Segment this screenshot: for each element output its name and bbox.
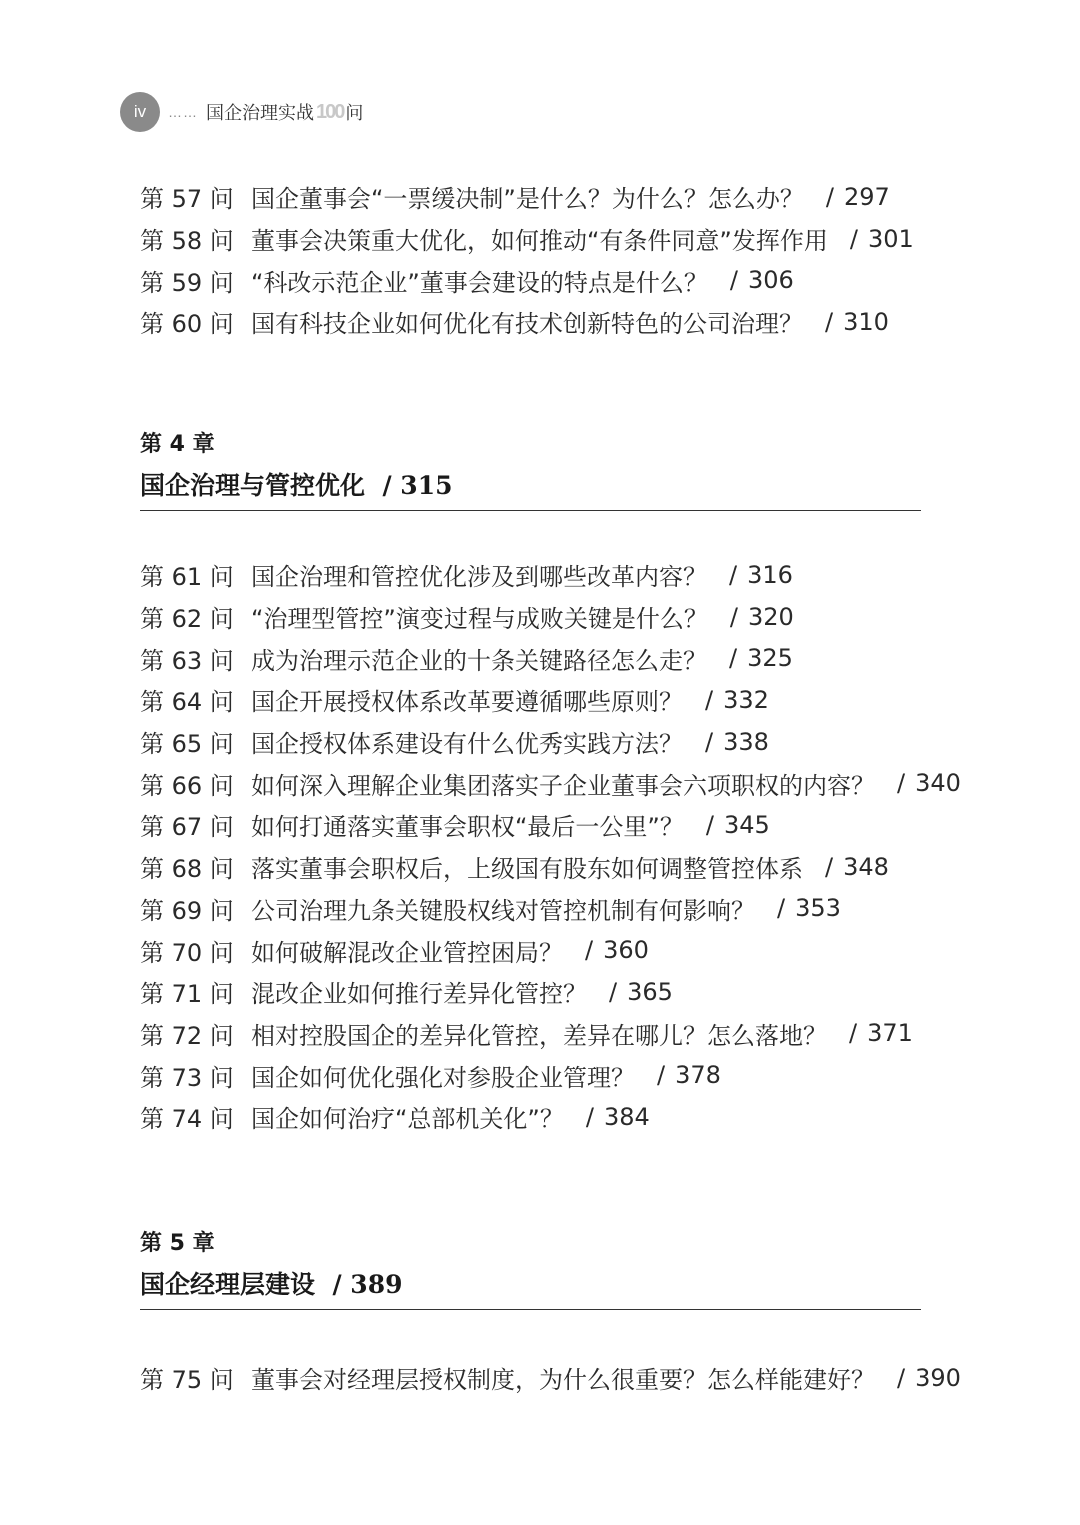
page-separator: /	[849, 224, 858, 253]
chapter-divider	[140, 510, 921, 511]
question-title: 如何打通落实董事会职权“最后一公里”？	[251, 813, 684, 842]
book-title	[206, 99, 363, 125]
page-separator: /	[705, 727, 714, 756]
page-ref: 390	[915, 1363, 961, 1392]
page-separator: /	[729, 266, 738, 295]
toc-entry[interactable]	[140, 218, 914, 260]
question-number: 第 67 问	[140, 813, 234, 842]
toc-list-chapter5	[140, 1357, 961, 1399]
question-number: 第 75 问	[140, 1366, 234, 1395]
toc-entry[interactable]	[140, 679, 961, 721]
chapter-label: 第 4 章	[140, 432, 215, 457]
toc-entry[interactable]	[140, 259, 914, 301]
page-separator: /	[897, 769, 906, 798]
toc-entry[interactable]	[140, 971, 961, 1013]
question-number: 第 70 问	[140, 938, 234, 967]
question-title: 国企如何优化强化对参股企业管理？	[251, 1063, 635, 1092]
chapter-5-heading[interactable]	[140, 1229, 921, 1310]
question-number: 第 57 问	[140, 185, 234, 214]
toc-entry[interactable]	[140, 721, 961, 763]
page-ref: 316	[747, 560, 793, 589]
toc-entry[interactable]	[140, 762, 961, 804]
toc-entry[interactable]	[140, 804, 961, 846]
page-ref: 338	[723, 727, 769, 756]
question-title: “科改示范企业”董事会建设的特点是什么？	[251, 268, 708, 297]
toc-entry[interactable]	[140, 929, 961, 971]
toc-entry[interactable]	[140, 637, 961, 679]
page-separator: /	[777, 894, 786, 923]
question-number: 第 63 问	[140, 646, 234, 675]
chapter-page-ref: 315	[400, 471, 453, 500]
page-separator: /	[585, 936, 594, 965]
toc-entry[interactable]	[140, 596, 961, 638]
book-title-prefix: 国企治理实战	[206, 103, 314, 124]
toc-entry[interactable]	[140, 1054, 961, 1096]
question-title: 董事会决策重大优化，如何推动“有条件同意”发挥作用	[251, 227, 828, 256]
book-title-number: 100	[316, 100, 344, 123]
question-title: 国企治理和管控优化涉及到哪些改革内容？	[251, 563, 707, 592]
question-title: 公司治理九条关键股权线对管控机制有何影响？	[251, 896, 755, 925]
page-ref: 340	[915, 769, 961, 798]
question-title: 国有科技企业如何优化有技术创新特色的公司治理？	[251, 310, 803, 339]
question-number: 第 62 问	[140, 605, 234, 634]
question-number: 第 64 问	[140, 688, 234, 717]
page-separator: /	[729, 644, 738, 673]
page-separator: /	[705, 685, 714, 714]
page-ref: 365	[627, 977, 673, 1006]
question-number: 第 72 问	[140, 1021, 234, 1050]
page-separator: /	[705, 810, 714, 839]
toc-entry[interactable]	[140, 554, 961, 596]
question-number: 第 68 问	[140, 855, 234, 884]
question-title: 国企董事会“一票缓决制”是什么？为什么？怎么办？	[251, 185, 804, 214]
page-ref: 348	[843, 852, 889, 881]
header-dots: ……	[168, 104, 198, 120]
page-ref: 378	[675, 1061, 721, 1090]
book-title-suffix: 问	[345, 103, 364, 124]
question-title: 国企如何治疗“总部机关化”？	[251, 1105, 564, 1134]
page-ref: 371	[867, 1019, 913, 1048]
question-title: 混改企业如何推行差异化管控？	[251, 980, 587, 1009]
page-ref: 325	[747, 644, 793, 673]
toc-list-chapter4	[140, 554, 961, 1138]
page-separator: /	[585, 1102, 594, 1131]
question-title: “治理型管控”演变过程与成败关键是什么？	[251, 605, 708, 634]
page-ref: 301	[867, 224, 914, 253]
question-title: 国企开展授权体系改革要遵循哪些原则？	[251, 688, 683, 717]
question-title: 成为治理示范企业的十条关键路径怎么走？	[251, 646, 707, 675]
question-title: 国企授权体系建设有什么优秀实践方法？	[251, 730, 683, 759]
page-ref: 306	[747, 266, 794, 295]
toc-list-chapter3-tail	[140, 176, 914, 343]
toc-entry[interactable]	[140, 888, 961, 930]
page-separator: /	[609, 977, 618, 1006]
page-separator: /	[849, 1019, 858, 1048]
question-title: 如何破解混改企业管控困局？	[251, 938, 563, 967]
question-number: 第 71 问	[140, 980, 234, 1009]
page-separator: /	[825, 182, 834, 211]
page-ref: 310	[843, 307, 889, 336]
question-number: 第 74 问	[140, 1105, 234, 1134]
page-ref: 332	[723, 685, 769, 714]
running-header	[120, 92, 363, 132]
question-number: 第 69 问	[140, 896, 234, 925]
page-ref: 297	[843, 182, 890, 211]
page-separator: /	[729, 602, 738, 631]
question-number: 第 65 问	[140, 730, 234, 759]
chapter-4-heading[interactable]	[140, 430, 921, 511]
question-number: 第 66 问	[140, 771, 234, 800]
question-title: 如何深入理解企业集团落实子企业董事会六项职权的内容？	[251, 771, 875, 800]
question-number: 第 58 问	[140, 227, 234, 256]
question-number: 第 61 问	[140, 563, 234, 592]
page-separator: /	[825, 852, 834, 881]
page-separator: /	[657, 1061, 666, 1090]
page-separator: /	[825, 307, 834, 336]
chapter-page-separator: /	[382, 471, 392, 500]
chapter-page-ref: 389	[350, 1270, 403, 1299]
page-ref: 353	[795, 894, 841, 923]
page-number-badge: iv	[120, 92, 160, 132]
toc-entry[interactable]	[140, 1357, 961, 1399]
toc-entry[interactable]	[140, 1013, 961, 1055]
question-title: 董事会对经理层授权制度，为什么很重要？怎么样能建好？	[251, 1366, 875, 1395]
chapter-title	[140, 1265, 921, 1305]
chapter-label: 第 5 章	[140, 1231, 215, 1256]
question-number: 第 59 问	[140, 268, 234, 297]
chapter-title	[140, 466, 921, 506]
page-ref: 360	[603, 936, 649, 965]
page-ref: 384	[603, 1102, 650, 1131]
toc-entry[interactable]	[140, 1096, 961, 1138]
page-separator: /	[897, 1363, 906, 1392]
question-number: 第 73 问	[140, 1063, 234, 1092]
page-ref: 320	[747, 602, 794, 631]
chapter-title-text: 国企治理与管控优化	[140, 471, 366, 500]
chapter-title-text: 国企经理层建设	[140, 1270, 316, 1299]
page-ref: 345	[723, 810, 770, 839]
page-separator: /	[729, 560, 738, 589]
question-number: 第 60 问	[140, 310, 234, 339]
toc-entry[interactable]	[140, 846, 961, 888]
question-title: 相对控股国企的差异化管控，差异在哪儿？怎么落地？	[251, 1021, 827, 1050]
chapter-page-separator: /	[332, 1270, 342, 1299]
question-title: 落实董事会职权后，上级国有股东如何调整管控体系	[251, 855, 803, 884]
chapter-divider	[140, 1309, 921, 1310]
toc-entry[interactable]	[140, 301, 914, 343]
toc-entry[interactable]	[140, 176, 914, 218]
